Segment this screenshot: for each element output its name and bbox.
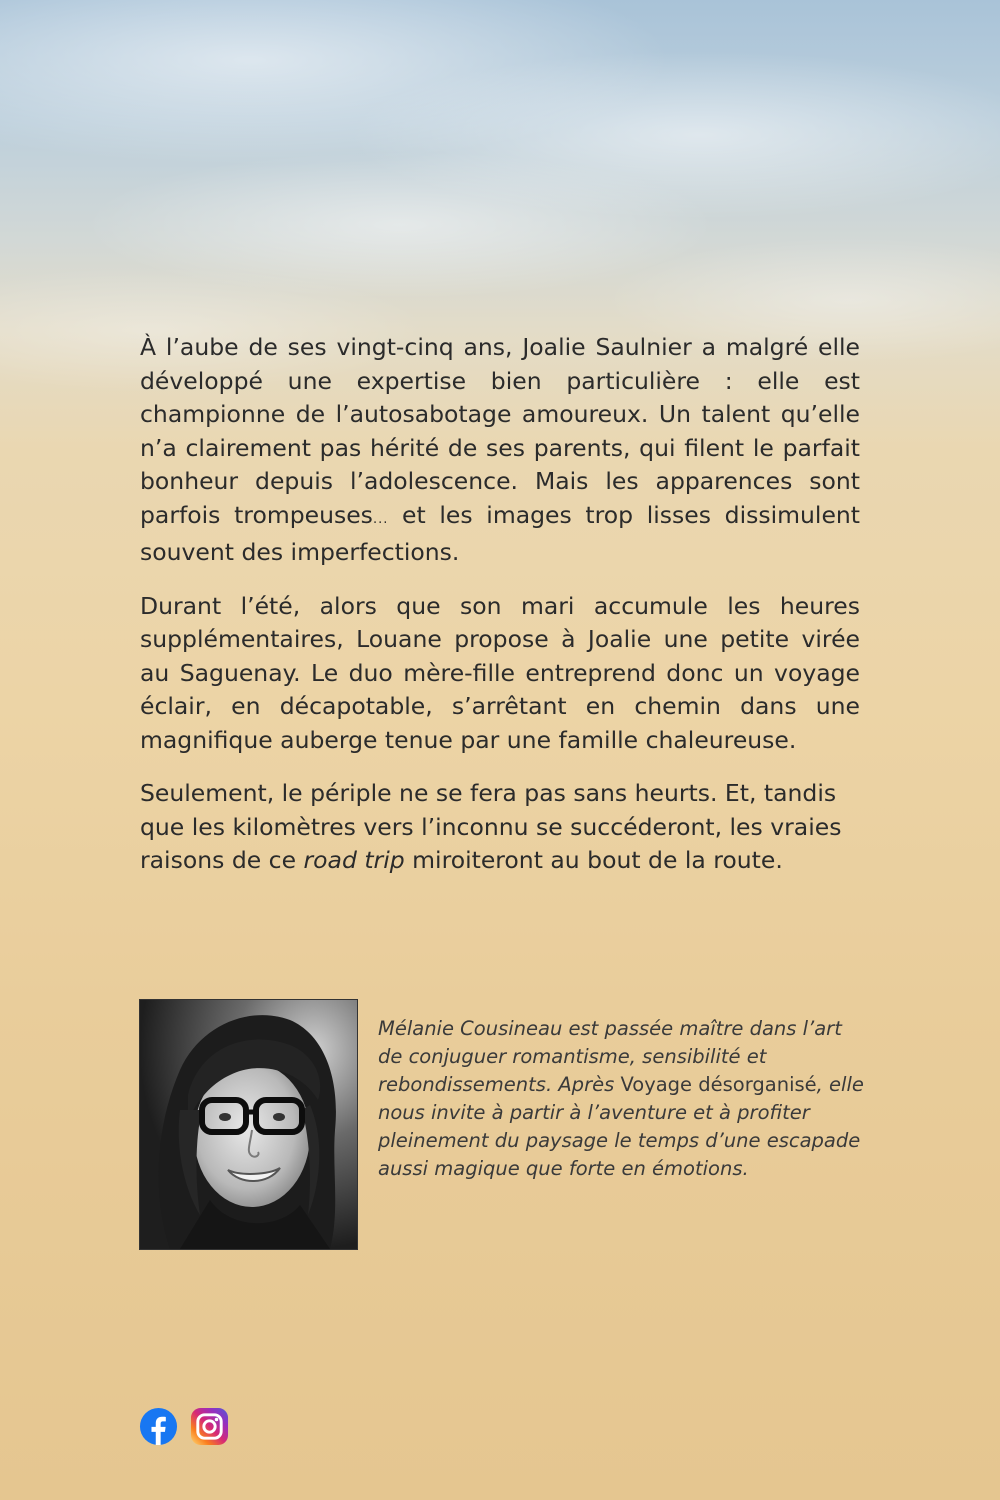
facebook-icon[interactable] <box>139 1407 178 1446</box>
book-blurb <box>140 331 860 898</box>
author-portrait-illustration <box>140 1000 357 1249</box>
blurb-p3-text-a: Seulement, le périple ne se fera pas sans heurts. Et, tandis que les kilomètres vers l’inconnu se succéderont, les vraies raisons de ce <box>140 779 842 874</box>
blurb-p3-text-b: miroiteront au bout de la route. <box>404 846 783 874</box>
blurb-paragraph-3 <box>140 777 860 878</box>
blurb-p1-text-b: et les images trop lisses dissimulent souvent des imperfections. <box>140 500 861 566</box>
instagram-icon[interactable] <box>190 1407 229 1446</box>
blurb-p1-text-a: À l’aube de ses vingt-cinq ans, Joalie Saulnier a malgré elle développé une expertise bien particulière : elle est championne de l’autosabotage amoureux. Un talent qu’elle n’a clairement pas hérité de ses parents, qui filent le parfait bonheur depuis l’adolescence. Mais les apparences sont parfois trompeuses <box>140 333 860 529</box>
social-media-icons <box>139 1407 229 1446</box>
blurb-paragraph-1 <box>140 331 860 570</box>
blurb-ellipsis: ... <box>372 511 389 527</box>
blurb-road-trip: road trip <box>303 846 405 874</box>
author-previous-book-title: Voyage désorganisé <box>620 1073 817 1096</box>
blurb-paragraph-2: Durant l’été, alors que son mari accumule les heures supplémentaires, Louane propose à Joalie une petite virée au Saguenay. Le duo mère-fille entreprend donc un voyage éclair, en décapotable, s’arrêtant en chemin dans une magnifique auberge tenue par une famille chaleureuse. <box>140 591 860 754</box>
author-bio <box>378 1015 868 1183</box>
author-bio-text-a: Mélanie Cousineau est passée maître dans l’art de conjuguer romantisme, sensibilité et rebondissements. Après <box>378 1017 842 1096</box>
author-bio-text-b: , elle nous invite à partir à l’aventure et à profiter pleinement du paysage le temps d’une escapade aussi magique que forte en émotions. <box>378 1073 864 1180</box>
author-photo <box>139 999 358 1250</box>
